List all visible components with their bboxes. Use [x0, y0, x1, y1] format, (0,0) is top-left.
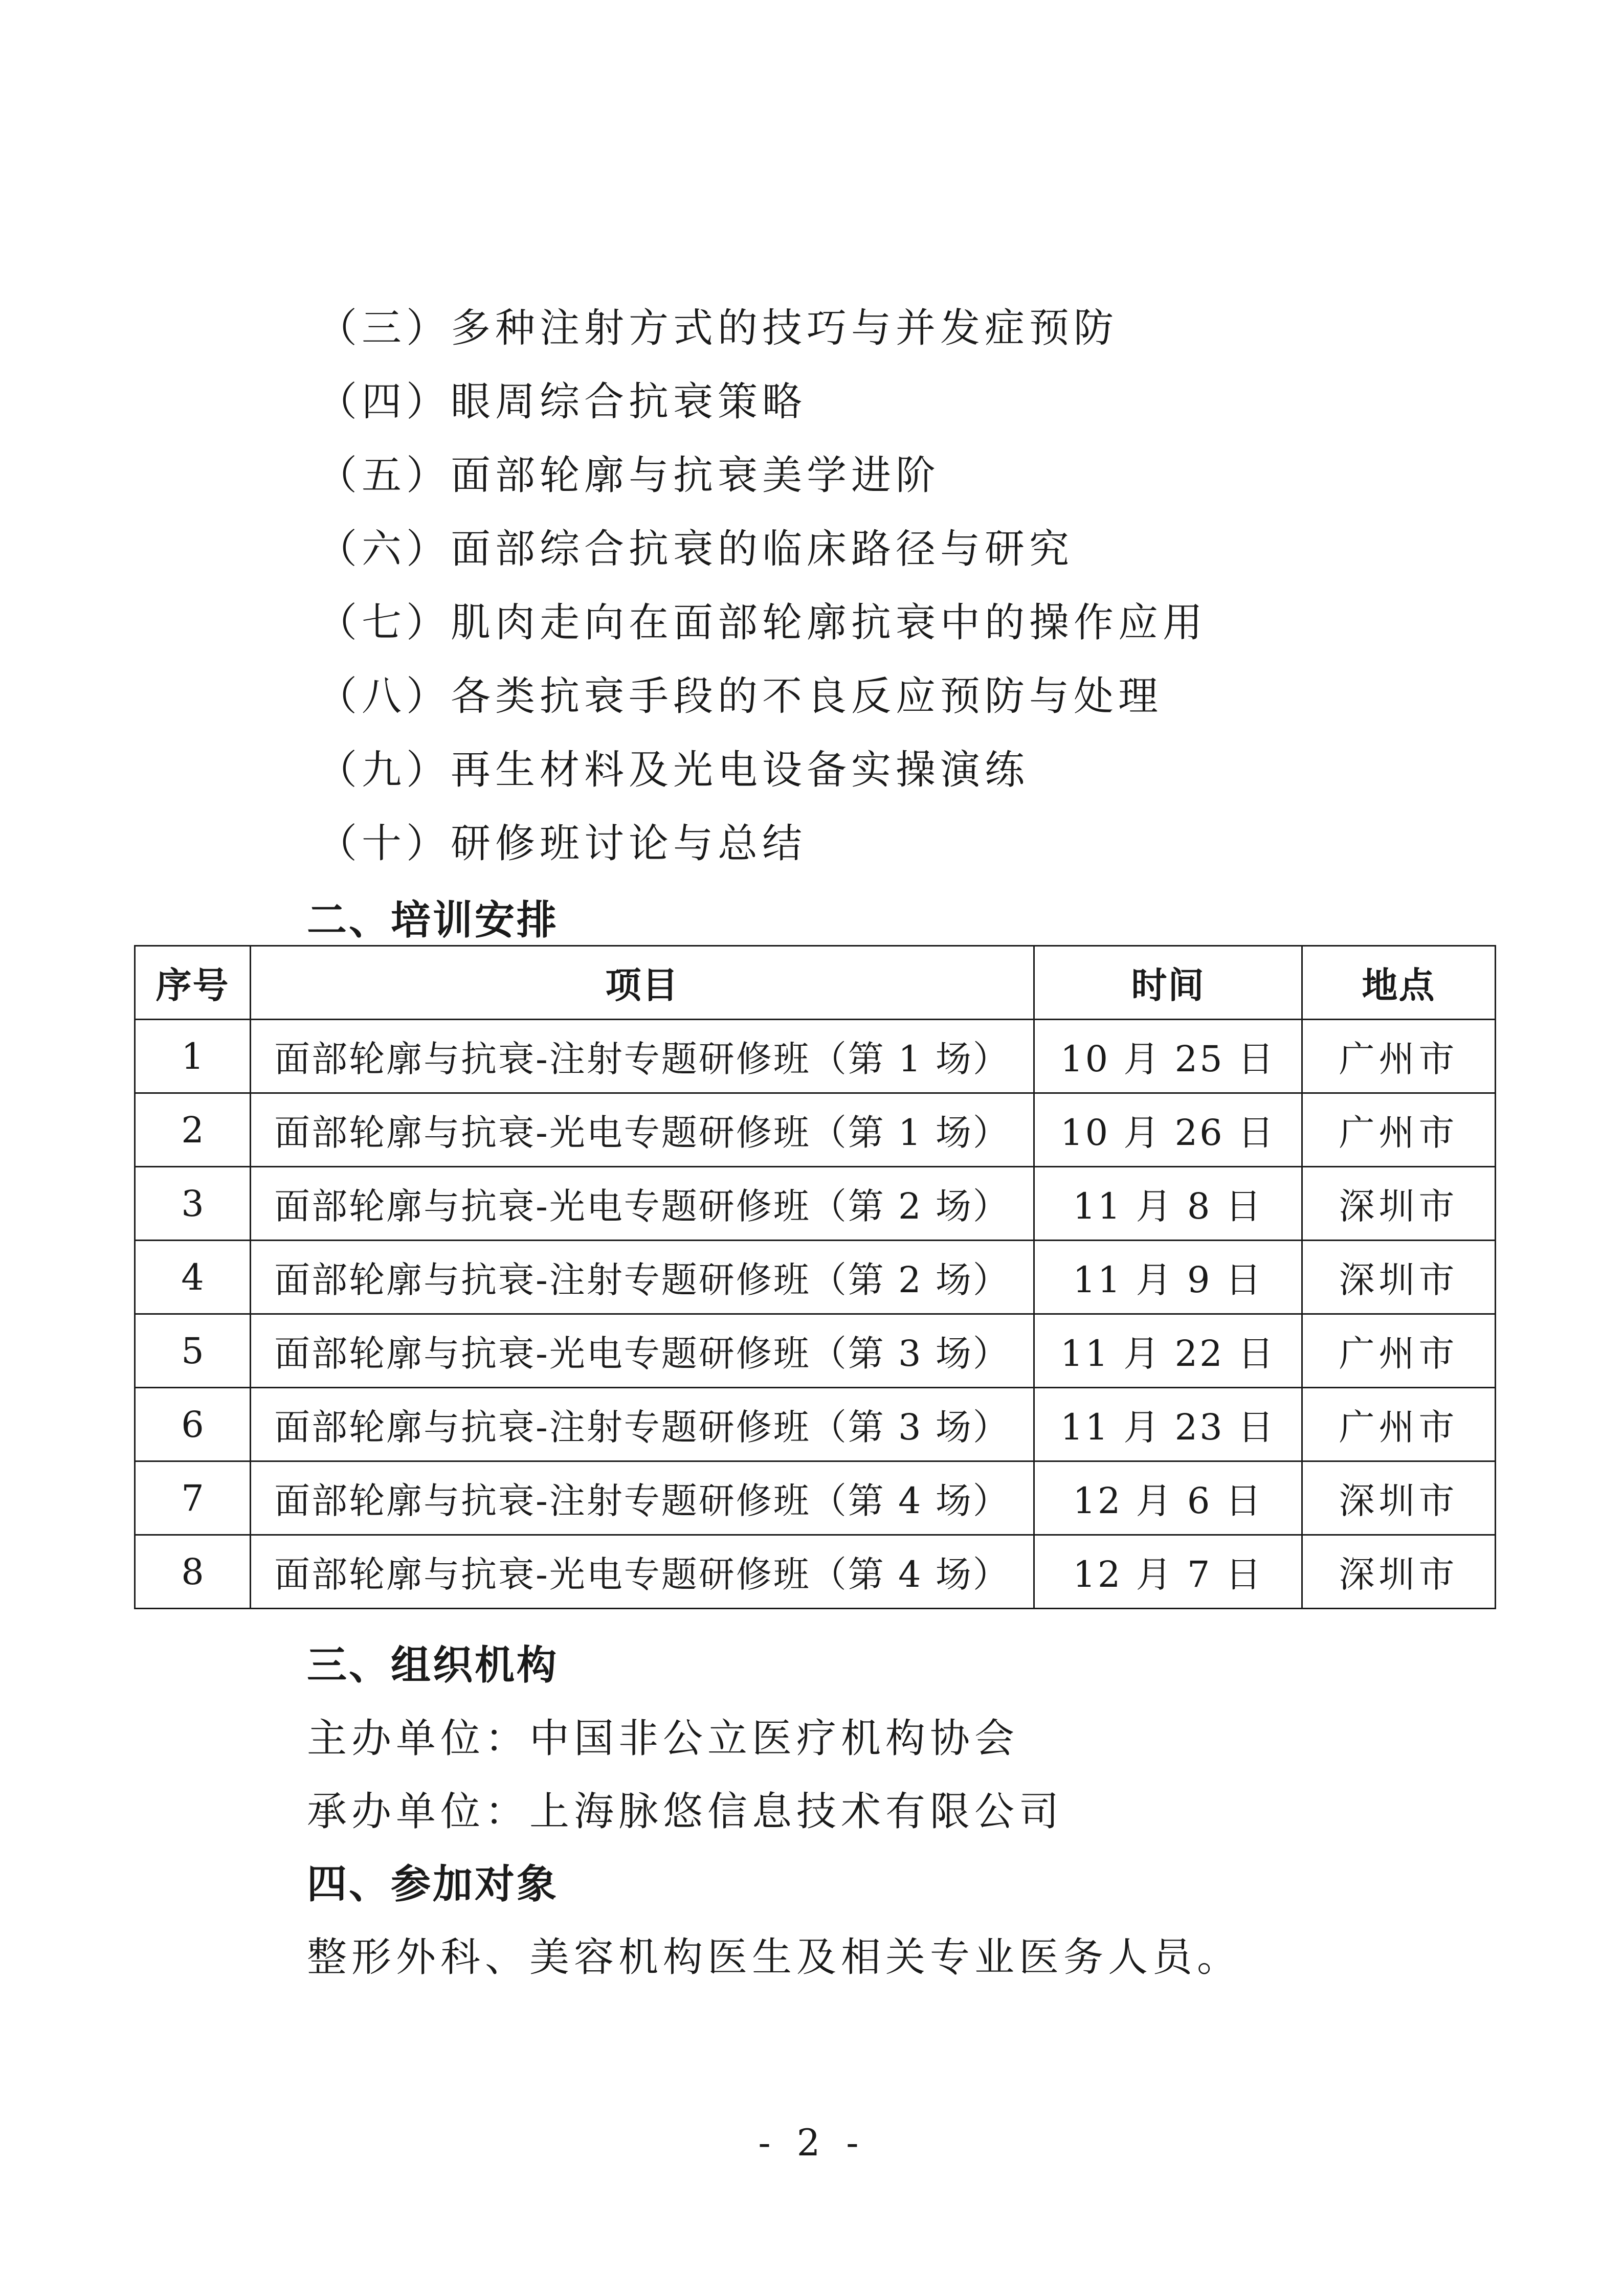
column-header-location: 地点: [1302, 946, 1496, 1020]
training-schedule-table: [134, 945, 1496, 1609]
cell-index: 7: [135, 1461, 251, 1535]
section-heading-participants: 四、参加对象: [307, 1861, 559, 1907]
table-header-row: [135, 946, 1496, 1020]
cell-index: 4: [135, 1241, 251, 1314]
cell-date: 11 月 23 日: [1034, 1388, 1302, 1461]
column-header-date: 时间: [1034, 946, 1302, 1020]
column-header-index: 序号: [135, 946, 251, 1020]
table-row: [135, 1020, 1496, 1093]
table-row: [135, 1093, 1496, 1167]
cell-index: 6: [135, 1388, 251, 1461]
cell-date: 11 月 22 日: [1034, 1314, 1302, 1388]
cell-index: 2: [135, 1093, 251, 1167]
course-item: （四）眼周综合抗衰策略: [317, 379, 807, 425]
table-row: [135, 1461, 1496, 1535]
course-item: （八）各类抗衰手段的不良反应预防与处理: [317, 673, 1163, 719]
cell-location: 广州市: [1302, 1093, 1496, 1167]
course-item: （三）多种注射方式的技巧与并发症预防: [317, 305, 1119, 351]
cell-location: 深圳市: [1302, 1241, 1496, 1314]
cell-location: 广州市: [1302, 1314, 1496, 1388]
cell-date: 10 月 25 日: [1034, 1020, 1302, 1093]
organizer-organization: 承办单位：上海脉悠信息技术有限公司: [307, 1789, 1064, 1835]
course-item: （七）肌肉走向在面部轮廓抗衰中的操作应用: [317, 600, 1208, 646]
course-item: （六）面部综合抗衰的临床路径与研究: [317, 526, 1074, 572]
host-organization: 主办单位：中国非公立医疗机构协会: [307, 1716, 1019, 1762]
cell-item: 面部轮廓与抗衰-注射专题研修班（第 1 场）: [251, 1020, 1034, 1093]
table-row: [135, 1314, 1496, 1388]
course-item: （五）面部轮廓与抗衰美学进阶: [317, 453, 941, 499]
cell-index: 1: [135, 1020, 251, 1093]
cell-location: 广州市: [1302, 1388, 1496, 1461]
column-header-item: 项目: [251, 946, 1034, 1020]
cell-item: 面部轮廓与抗衰-光电专题研修班（第 1 场）: [251, 1093, 1034, 1167]
cell-item: 面部轮廓与抗衰-注射专题研修班（第 2 场）: [251, 1241, 1034, 1314]
table-row: [135, 1241, 1496, 1314]
cell-item: 面部轮廓与抗衰-光电专题研修班（第 2 场）: [251, 1167, 1034, 1241]
cell-item: 面部轮廓与抗衰-注射专题研修班（第 4 场）: [251, 1461, 1034, 1535]
cell-item: 面部轮廓与抗衰-光电专题研修班（第 4 场）: [251, 1535, 1034, 1609]
course-content-list: [317, 297, 1207, 886]
table-row: [135, 1388, 1496, 1461]
cell-item: 面部轮廓与抗衰-光电专题研修班（第 3 场）: [251, 1314, 1034, 1388]
cell-location: 深圳市: [1302, 1535, 1496, 1609]
cell-index: 5: [135, 1314, 251, 1388]
participants-text: 整形外科、美容机构医生及相关专业医务人员。: [307, 1934, 1242, 1980]
cell-date: 11 月 9 日: [1034, 1241, 1302, 1314]
course-item: （九）再生材料及光电设备实操演练: [317, 747, 1030, 793]
cell-index: 8: [135, 1535, 251, 1609]
page-number: - 2 -: [758, 2121, 866, 2164]
cell-date: 11 月 8 日: [1034, 1167, 1302, 1241]
cell-item: 面部轮廓与抗衰-注射专题研修班（第 3 场）: [251, 1388, 1034, 1461]
course-item: （十）研修班讨论与总结: [317, 821, 807, 867]
table-row: [135, 1167, 1496, 1241]
cell-location: 广州市: [1302, 1020, 1496, 1093]
cell-date: 12 月 7 日: [1034, 1535, 1302, 1609]
section-heading-organization: 三、组织机构: [307, 1642, 559, 1689]
section-heading-training-schedule: 二、培训安排: [307, 897, 559, 943]
cell-index: 3: [135, 1167, 251, 1241]
cell-date: 10 月 26 日: [1034, 1093, 1302, 1167]
cell-location: 深圳市: [1302, 1461, 1496, 1535]
cell-location: 深圳市: [1302, 1167, 1496, 1241]
cell-date: 12 月 6 日: [1034, 1461, 1302, 1535]
table-row: [135, 1535, 1496, 1609]
